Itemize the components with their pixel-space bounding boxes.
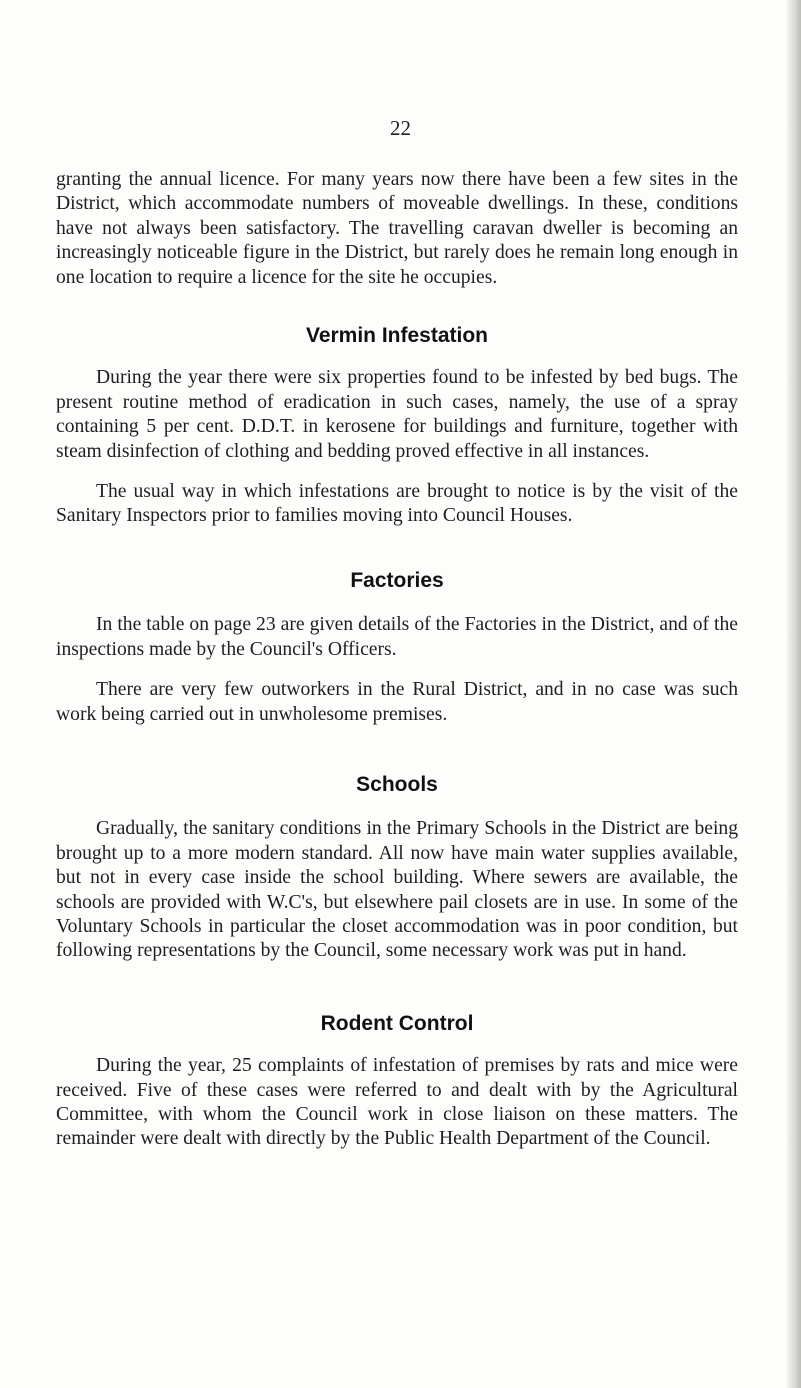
page-number: 22 xyxy=(390,116,411,140)
heading-schools: Schools xyxy=(356,772,438,796)
factories-paragraph-1: In the table on page 23 are given details of the Factories in the District, and of the inspections made by the Council's Officers. xyxy=(56,614,738,660)
factories-paragraph-2: There are very few outworkers in the Rural District, and in no case was such work being carried out in unwholesome premises. xyxy=(56,679,738,725)
document-body xyxy=(56,168,738,1152)
page-edge-shadow xyxy=(787,0,801,1388)
vermin-paragraph-2: The usual way in which infestations are brought to notice is by the visit of the Sanitary Inspectors prior to families moving into Council Houses. xyxy=(56,481,738,527)
heading-vermin-infestation: Vermin Infestation xyxy=(305,324,489,348)
vermin-paragraph-1: During the year there were six properties found to be infested by bed bugs. The present routine method of eradication in such cases, namely, the use of a spray containing 5 per cent. D.D.T. in kerosene for buildings and furniture, together with steam disinfection of clothing and bedding proved effective in all instances. xyxy=(56,367,738,462)
rodent-paragraph-1: During the year, 25 complaints of infestation of premises by rats and mice were received. Five of these cases were referred to and dealt with by the Agricultural Committee, with whom the Council work in close liaison on these matters. The remainder were dealt with directly by the Public Health Department of the Council. xyxy=(56,1055,738,1150)
schools-paragraph-1: Gradually, the sanitary conditions in the Primary Schools in the District are being brought up to a more modern standard. All now have main water supplies available, but not in every case inside the school building. Where sewers are available, the schools are provided with W.C's, but elsewhere pail closets are in use. In some of the Voluntary Schools in particular the closet accommodation was in poor condition, but following representations by the Council, some necessary work was put in hand. xyxy=(56,818,738,962)
intro-paragraph: granting the annual licence. For many years now there have been a few sites in the District, which accommodate numbers of moveable dwellings. In these, conditions have not always been satisfactory. The travelling caravan dweller is becoming an increasingly noticeable figure in the District, but rarely does he remain long enough in one location to require a licence for the site he occupies. xyxy=(56,169,738,288)
heading-factories: Factories xyxy=(350,568,444,592)
heading-rodent-control: Rodent Control xyxy=(320,1011,474,1035)
